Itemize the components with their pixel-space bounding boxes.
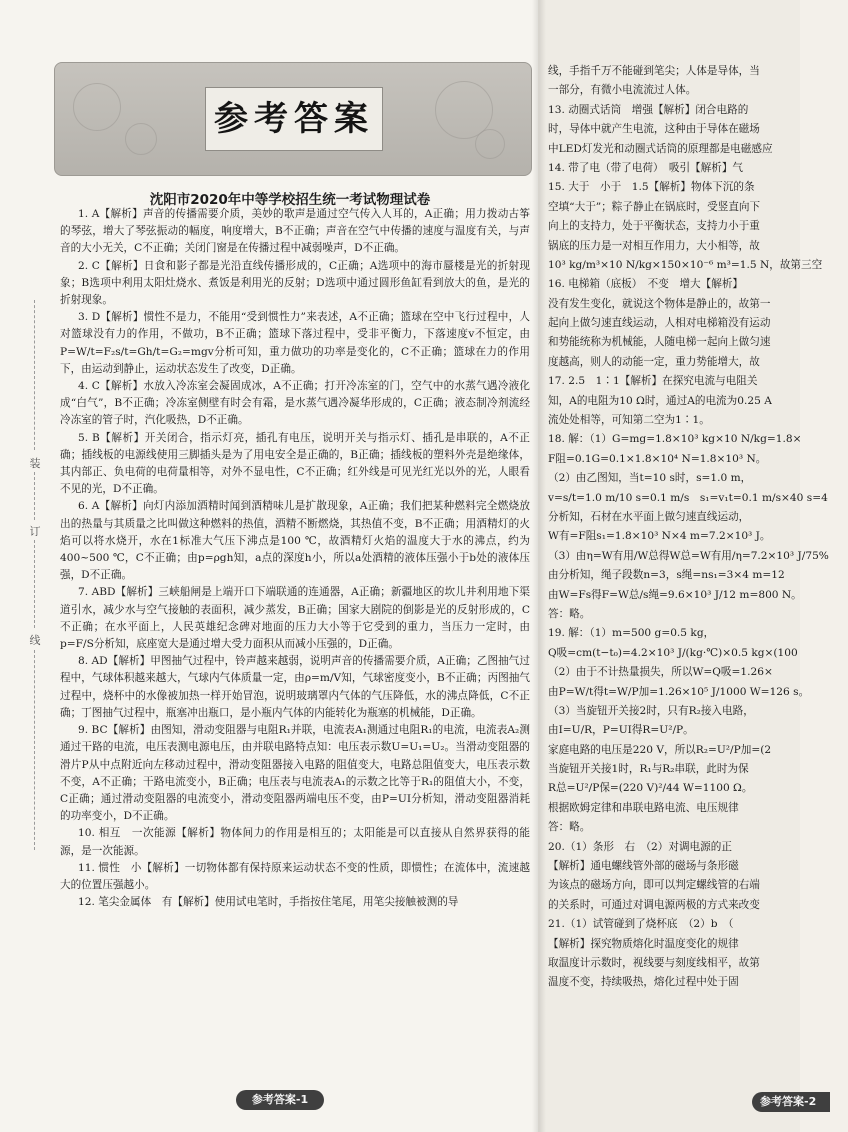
binding-line	[34, 650, 35, 850]
binding-mark: 订	[29, 525, 41, 538]
binding-mark: 装	[29, 457, 41, 470]
answer-body	[60, 206, 530, 911]
answer-line: 空填“大于”；粽子静止在锅底时，受竖直向下	[548, 200, 761, 213]
answer-line: Q吸=cm(t−t₀)=4.2×10³ J/(kg·℃)×0.5 kg×(100	[548, 646, 798, 659]
answer-paragraph: 7. ABD【解析】三峡船闸是上端开口下端联通的连通器，A正确；新疆地区的坎儿井利用地下渠道引水，减少水与空气接触的表面积，减少蒸发，B正确；国家大剧院的倒影是光的反射形成的，C不正确；在水平面上，人民英雄纪念碑对地面的压力大小等于它受到的重力，当压力一定时，由p=F/S分析知，底座宽大是通过增大受力面积从而减小压强的，D正确。	[60, 586, 530, 651]
answer-line: 度越高，则人的动能一定，重力势能增大，故	[548, 355, 760, 368]
answer-line: 取温度计示数时，视线要与刻度线相平，故第	[548, 956, 760, 969]
banner-decoration	[73, 83, 121, 131]
book-gutter	[532, 0, 546, 1132]
banner-decoration	[475, 129, 505, 159]
answer-line: 家庭电路的电压是220 V，所以R₂=U²/P加=(2	[548, 743, 772, 756]
answer-paragraph: 1. A【解析】声音的传播需要介质，美妙的歌声是通过空气传入人耳的，A正确；用力拨动古筝的琴弦，增大了琴弦振动的幅度，响度增大，B不正确；声音在空气中传播的速度与温度有关，与声音的大小无关，C不正确；关闭门窗是在传播过程中减弱噪声，D不正确。	[60, 208, 530, 255]
answer-line: 由P=W/t得t=W/P加=1.26×10⁵ J/1000 W=126 s。	[548, 685, 810, 698]
answer-line: 15. 大于 小于 1.5【解析】物体下沉的条	[548, 181, 755, 194]
answer-line: 根据欧姆定律和串联电路电流、电压规律	[548, 801, 739, 814]
answer-line: 由W=Fs得F=W总/s绳=9.6×10³ J/12 m=800 N。	[548, 588, 802, 601]
right-page	[538, 0, 829, 1132]
answer-line: 16. 电梯箱（底板） 不变 增大【解析】	[548, 278, 744, 291]
answer-line: 知，A的电阻为10 Ω时，通过A的电流为0.25 A	[548, 394, 772, 407]
answer-line: 由分析知，绳子段数n=3，s绳=ns₁=3×4 m=12	[548, 569, 785, 582]
answer-line: 【解析】通电螺线管外部的磁场与条形磁	[548, 860, 739, 873]
answer-paragraph: 4. C【解析】水放入冷冻室会凝固成冰，A不正确；打开冷冻室的门，空气中的水蒸气遇冷液化成“白气”，B不正确；冷冻室侧壁有时会有霜，是水蒸气遇冷凝华形成的，C正确；液态制冷剂流经冷冻室的管子时，汽化吸热，D不正确。	[60, 380, 530, 427]
answer-line: （2）由乙图知，当t=10 s时，s=1.0 m，	[548, 472, 752, 485]
answer-banner	[54, 62, 532, 176]
answer-paragraph: 5. B【解析】开关闭合，指示灯亮，插孔有电压，说明开关与指示灯、插孔是串联的，A不正确；插线板的电源线使用三脚插头是为了用电安全是正确的，B正确；插线板的塑料外壳是绝缘体，其内部正、负电荷的电荷量相等，对外不显电性，C不正确；红外线是可见光红光以外的光，人眼看不见的光，D不正确。	[60, 431, 530, 496]
answer-paragraph: 6. A【解析】向灯内添加酒精时闻到酒精味儿是扩散现象，A正确；我们把某种燃料完全燃烧放出的热量与其质量之比叫做这种燃料的热值，酒精不断燃烧，其热值不变，B不正确；用酒精灯的火焰可以将水烧开，水在1标准大气压下沸点是100 ℃，故酒精灯火焰的温度大于水的沸点，约为400~500 ℃，C不正确；由p=ρgh知，a点的深度h小，所以a处酒精的液体压强小于b处的液体压强，D不正确。	[60, 500, 530, 582]
binding-line	[34, 472, 35, 520]
answer-paragraph: 11. 惯性 小【解析】一切物体都有保持原来运动状态不变的性质，即惯性；在流体中，流速越大的位置压强越小。	[60, 861, 530, 891]
answer-line: 21.（1）试管碰到了烧杯底 （2）b （	[548, 918, 734, 931]
answer-line: （2）由于不计热量损失，所以W=Q吸=1.26×	[548, 666, 773, 679]
answer-body-continued	[548, 62, 848, 993]
answer-line: 分析知，石材在水平面上做匀速直线运动，	[548, 510, 750, 523]
answer-paragraph: 9. BC【解析】由图知，滑动变阻器与电阻R₁并联，电流表A₁测通过电阻R₁的电流，电流表A₂测通过干路的电流，电压表测电源电压，由并联电路特点知：电压表示数U=U₁=U₂。当滑动变阻器的滑片P从中点附近向左移动过程中，滑动变阻器接入电路的阻值变大，电路总阻值变大，电压表示数不变，A不正确；干路电流变小，B正确；电压表与电流表A₁的示数之比等于R₁的阻值大小，不变，C正确；通过滑动变阻器的电流变小，滑动变阻器两端电压不变，由P=UI分析知，滑动变阻器消耗的功率变小，D不正确。	[60, 724, 530, 823]
answer-line: 14. 带了电（带了电荷） 吸引【解析】气	[548, 161, 744, 174]
answer-line: 17. 2.5 1∶1【解析】在探究电流与电阻关	[548, 375, 758, 388]
answer-line: 18. 解：（1）G=mg=1.8×10³ kg×10 N/kg=1.8×	[548, 433, 802, 446]
binding-line	[34, 300, 35, 450]
answer-line: 为该点的磁场方向，即可以判定螺线管的右端	[548, 879, 760, 892]
answer-paragraph: 8. AD【解析】甲图抽气过程中，铃声越来越弱，说明声音的传播需要介质，A正确；乙图抽气过程中，气球体积越来越大，气球内气体质量一定，由ρ=m/V知，气球密度变小，B不正确；丙图抽气过程中，烧杯中的水像被加热一样开始冒泡，说明玻璃罩内气体的气压降低，水的沸点降低，C不正确；丁图抽气过程中，瓶塞冲出瓶口，是小瓶内气体的内能转化为瓶塞的机械能，D正确。	[60, 655, 530, 719]
banner-title: 参考答案	[214, 99, 374, 139]
answer-line: F阻=0.1G=0.1×1.8×10⁴ N=1.8×10³ N。	[548, 452, 767, 465]
answer-line: 和势能统称为机械能，人随电梯一起向上做匀速	[548, 336, 771, 349]
answer-line: 流处处相等，可知第二空为1∶1。	[548, 414, 710, 427]
answer-line: 起向上做匀速直线运动，人相对电梯箱没有运动	[548, 317, 771, 330]
answer-line: 13. 动圈式话筒 增强【解析】闭合电路的	[548, 103, 749, 116]
answer-line: 中LED灯发光和动圈式话筒的原理都是电磁感应	[548, 142, 773, 155]
answer-line: 没有发生变化，就说这个物体是静止的，故第一	[548, 297, 771, 310]
banner-decoration	[125, 123, 157, 155]
page-footer-label: 参考答案-1	[236, 1090, 324, 1110]
exam-title: 沈阳市2020年中等学校招生统一考试物理试卷	[149, 192, 431, 208]
answer-paragraph: 12. 笔尖金属体 有【解析】使用试电笔时，手指按住笔尾，用笔尖接触被测的导	[78, 896, 459, 909]
binding-line	[34, 540, 35, 628]
answer-line: 19. 解：（1）m=500 g=0.5 kg，	[548, 627, 715, 640]
answer-line: 答：略。	[548, 607, 591, 620]
answer-line: 10³ kg/m³×10 N/kg×150×10⁻⁶ m³=1.5 N，故第三空	[548, 258, 823, 271]
answer-line: 当旋钮开关接1时，R₁与R₂串联，此时为保	[548, 763, 749, 776]
answer-paragraph: 10. 相互 一次能源【解析】物体间力的作用是相互的；太阳能是可以直接从自然界获得的能源，是一次能源。	[60, 827, 530, 857]
answer-line: 一部分，有微小电流流过人体。	[548, 84, 697, 97]
answer-line: （3）当旋钮开关接2时，只有R₂接入电路，	[548, 704, 754, 717]
answer-line: 锅底的压力是一对相互作用力，大小相等，故	[548, 239, 760, 252]
answer-line: 的关系时，可通过对调电源两极的方式来改变	[548, 898, 760, 911]
answer-line: W有=F阻s₁=1.8×10³ N×4 m=7.2×10³ J。	[548, 530, 771, 543]
answer-line: 【解析】探究物质熔化时温度变化的规律	[548, 937, 739, 950]
answer-line: （3）由η=W有用/W总得W总=W有用/η=7.2×10³ J/75%	[548, 549, 829, 562]
answer-line: 线，手指千万不能碰到笔尖；人体是导体，当	[548, 65, 760, 77]
answer-paragraph: 3. D【解析】惯性不是力，不能用“受到惯性力”来表述，A不正确；篮球在空中飞行过程中，人对篮球没有力的作用，不做功，B不正确；篮球下落过程中，受非平衡力，下落速度v不恒定，由P=W/t=F₂s/t=Gh/t=G₂=mgv分析可知，重力做功的功率是变化的，C不正确；篮球在力的作用下，由运动到静止，运动状态发生了改变，D正确。	[60, 311, 530, 375]
answer-line: 答：略。	[548, 821, 591, 834]
answer-paragraph: 2. C【解析】日食和影子都是光沿直线传播形成的，C正确；A选项中的海市蜃楼是光的折射现象；B选项中利用太阳灶烧水、煮饭是利用光的反射；D选项中通过圆形鱼缸看到放大的鱼，是光的折射现象。	[60, 259, 530, 307]
answer-line: 时，导体中就产生电流，这种由于导体在磁场	[548, 123, 760, 136]
answer-line: 温度不变，持续吸热，熔化过程中处于固	[548, 976, 739, 989]
answer-line: 由I=U/R，P=UI得R=U²/P。	[548, 724, 694, 737]
answer-line: R总=U²/P保=(220 V)²/44 W=1100 Ω。	[548, 782, 753, 795]
page-footer-label: 参考答案-2	[752, 1092, 830, 1112]
answer-line: v=s/t=1.0 m/10 s=0.1 m/s s₁=v₁t=0.1 m/s×40 s=4	[548, 491, 828, 504]
binding-mark: 线	[29, 634, 41, 647]
answer-line: 向上的支持力，处于平衡状态，支持力小于重	[548, 220, 760, 233]
answer-line: 20.（1）条形 右 （2）对调电源的正	[548, 840, 732, 853]
banner-plate	[205, 87, 383, 151]
